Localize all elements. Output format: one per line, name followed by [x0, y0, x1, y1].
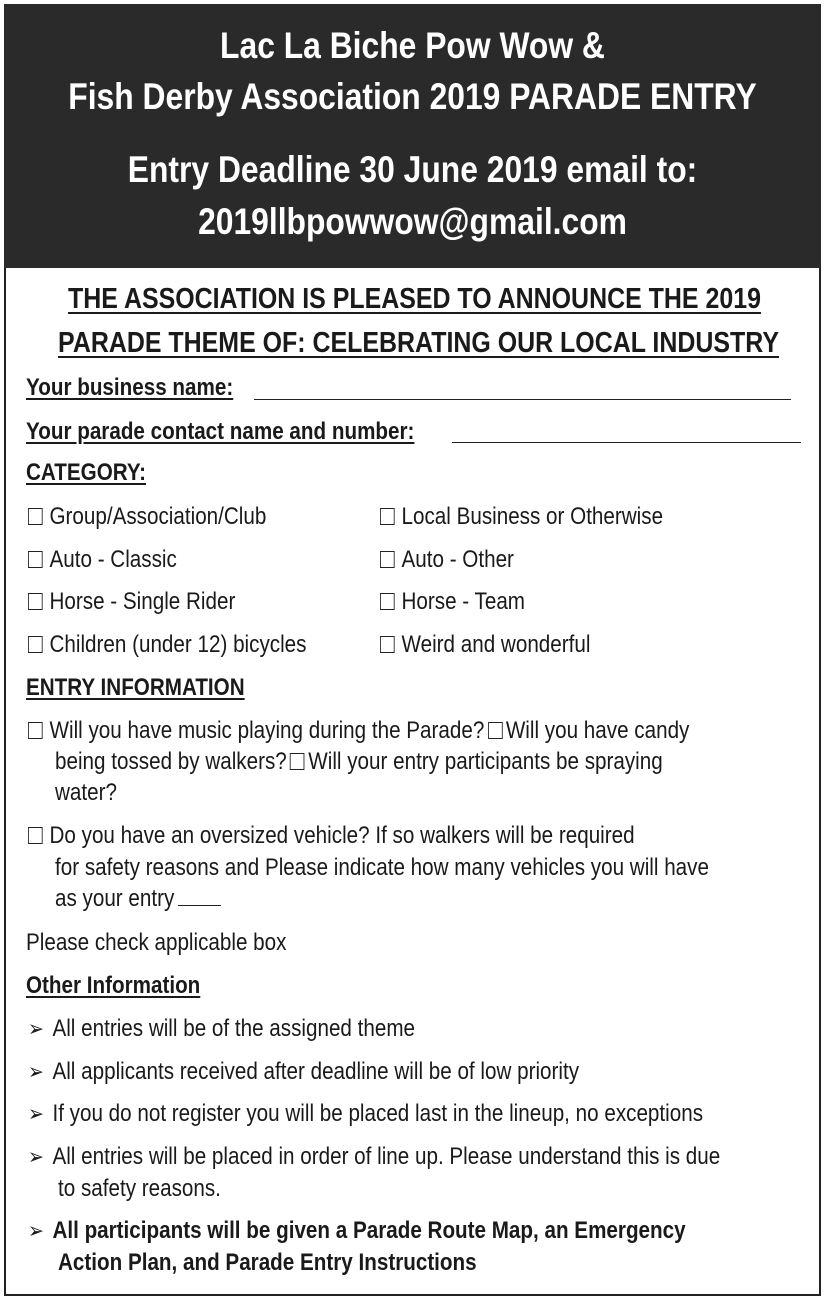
- music-question: Will you have music playing during the Parade?: [49, 717, 485, 744]
- info-item-route-map: ➢ All participants will be given a Parade Route Map, an Emergency: [28, 1217, 686, 1244]
- other-information-heading: Other Information: [26, 972, 201, 999]
- vehicle-count-field[interactable]: [178, 887, 221, 906]
- check-box-note: Please check applicable box: [26, 929, 287, 956]
- category-option-local-business[interactable]: Local Business or Otherwise: [380, 502, 663, 532]
- info-item-lineup: ➢ All entries will be placed in order of line up. Please understand this is due: [28, 1143, 721, 1170]
- announcement-line-1: THE ASSOCIATION IS PLEASED TO ANNOUNCE THE 2019: [68, 283, 761, 315]
- category-option-group[interactable]: Group/Association/Club: [28, 502, 266, 532]
- entry-information-heading: ENTRY INFORMATION: [26, 674, 245, 701]
- category-option-auto-classic[interactable]: Auto - Classic: [28, 545, 177, 575]
- category-option-weird[interactable]: Weird and wonderful: [380, 630, 590, 660]
- candy-question-part-2: being tossed by walkers?: [55, 748, 287, 775]
- arrow-bullet-icon: ➢: [28, 1218, 44, 1243]
- water-question-part-2: water?: [55, 779, 117, 806]
- info-item-deadline: ➢ All applicants received after deadline will be of low priority: [28, 1058, 580, 1085]
- header-title-line-2: Fish Derby Association 2019 PARADE ENTRY: [68, 76, 757, 117]
- contact-label: Your parade contact name and number:: [26, 418, 415, 445]
- arrow-bullet-icon: ➢: [28, 1144, 44, 1169]
- category-option-children-bicycles[interactable]: Children (under 12) bicycles: [28, 630, 306, 660]
- checkbox-icon[interactable]: [488, 722, 503, 739]
- candy-question-part-1: Will you have candy: [505, 717, 690, 744]
- oversize-question-line-1: Do you have an oversized vehicle? If so walkers will be required: [28, 821, 635, 851]
- checkbox-icon[interactable]: [290, 753, 305, 770]
- water-question-part-1: Will your entry participants be spraying: [308, 748, 663, 775]
- info-item-register: ➢ If you do not register you will be placed last in the lineup, no exceptions: [28, 1100, 704, 1127]
- email-address[interactable]: 2019llbpowwow@gmail.com: [198, 201, 627, 242]
- announcement-line-2: PARADE THEME OF: CELEBRATING OUR LOCAL INDUSTRY: [58, 327, 779, 359]
- checkbox-icon[interactable]: [380, 593, 395, 610]
- checkbox-icon[interactable]: [380, 636, 395, 653]
- category-option-auto-other[interactable]: Auto - Other: [380, 545, 514, 575]
- info-item-theme: ➢ All entries will be of the assigned theme: [28, 1015, 416, 1042]
- info-item-route-map-cont: Action Plan, and Parade Entry Instructions: [58, 1249, 477, 1276]
- category-option-horse-single[interactable]: Horse - Single Rider: [28, 587, 235, 617]
- entry-question-line-2: [55, 747, 663, 777]
- checkbox-icon[interactable]: [28, 722, 43, 739]
- checkbox-icon[interactable]: [380, 551, 395, 568]
- checkbox-icon[interactable]: [380, 508, 395, 525]
- arrow-bullet-icon: ➢: [28, 1101, 44, 1126]
- arrow-bullet-icon: ➢: [28, 1016, 44, 1041]
- business-name-field[interactable]: [254, 399, 791, 400]
- arrow-bullet-icon: ➢: [28, 1059, 44, 1084]
- oversize-question-line-2: for safety reasons and Please indicate how many vehicles you will have: [55, 854, 709, 881]
- category-heading: CATEGORY:: [26, 459, 147, 486]
- checkbox-icon[interactable]: [28, 593, 43, 610]
- header-banner: [4, 4, 821, 268]
- checkbox-icon[interactable]: [28, 636, 43, 653]
- business-name-label: Your business name:: [26, 374, 234, 401]
- checkbox-icon[interactable]: [28, 827, 43, 844]
- checkbox-icon[interactable]: [28, 551, 43, 568]
- info-item-lineup-cont: to safety reasons.: [58, 1175, 221, 1202]
- checkbox-icon[interactable]: [28, 508, 43, 525]
- category-option-horse-team[interactable]: Horse - Team: [380, 587, 525, 617]
- header-title-line-1: Lac La Biche Pow Wow &: [220, 25, 605, 66]
- oversize-question-line-3: as your entry: [55, 884, 221, 914]
- contact-field[interactable]: [452, 442, 801, 443]
- entry-question-line-1: [28, 716, 689, 746]
- deadline-text: Entry Deadline 30 June 2019 email to:: [127, 149, 698, 190]
